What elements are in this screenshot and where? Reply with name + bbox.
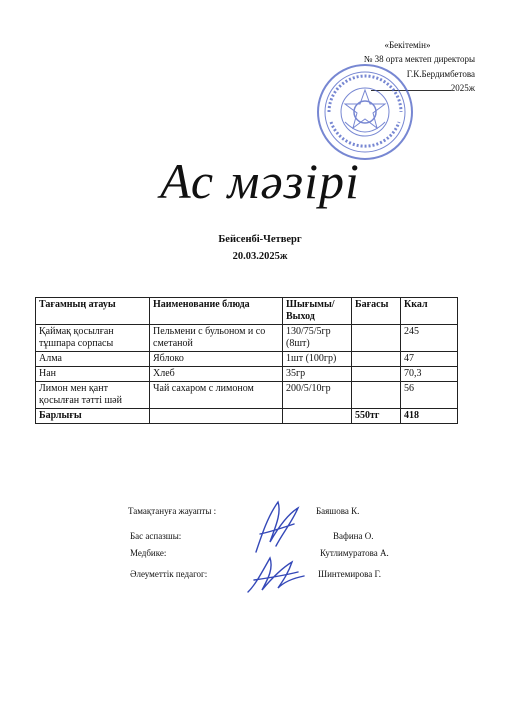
menu-table: [35, 297, 458, 424]
table-cell: Хлеб: [150, 367, 283, 382]
date-heading: 20.03.2025ж: [232, 251, 288, 262]
signature-name: Кутлимуратова А.: [320, 548, 389, 558]
table-cell: [352, 367, 401, 382]
table-cell: [352, 325, 401, 352]
approval-heading: «Бекітемін»: [384, 40, 431, 50]
table-cell: Пельмени с бульоном и со сметаной: [150, 325, 283, 352]
column-header: Наименование блюда: [150, 298, 283, 325]
handwritten-signature: [244, 548, 308, 598]
handwritten-signature: [248, 494, 308, 556]
table-cell: 35гр: [283, 367, 352, 382]
total-label: Барлығы: [36, 409, 150, 424]
table-row: [36, 382, 458, 409]
table-row: [36, 325, 458, 352]
table-cell: [283, 409, 352, 424]
page-title: Ас мәзірі: [160, 153, 360, 209]
table-cell: Алма: [36, 352, 150, 367]
column-header: Бағасы: [352, 298, 401, 325]
table-cell: 47: [401, 352, 458, 367]
column-header: Ккал: [401, 298, 458, 325]
signature-name: Баяшова К.: [316, 506, 360, 516]
table-row: [36, 367, 458, 382]
approval-director-line: № 38 орта мектеп директоры: [363, 54, 475, 65]
table-cell: Қаймақ қосылған тұшпара сорпасы: [36, 325, 150, 352]
total-kcal: 418: [401, 409, 458, 424]
column-header: Тағамның атауы: [36, 298, 150, 325]
table-cell: 200/5/10гр: [283, 382, 352, 409]
signature-role: Әлеуметтік педагог:: [130, 569, 208, 579]
column-header: Шығымы/ Выход: [283, 298, 352, 325]
table-cell: [150, 409, 283, 424]
table-cell: 245: [401, 325, 458, 352]
table-cell: [352, 352, 401, 367]
table-cell: 56: [401, 382, 458, 409]
table-cell: Лимон мен қант қосылған тәтті шәй: [36, 382, 150, 409]
table-header-row: [36, 298, 458, 325]
approval-director-name: Г.К.Бердимбетова: [406, 68, 475, 79]
table-cell: Яблоко: [150, 352, 283, 367]
table-cell: Нан: [36, 367, 150, 382]
signature-name: Шинтемирова Г.: [318, 569, 381, 579]
signature-name: Вафина О.: [333, 531, 374, 541]
signature-role: Бас аспазшы:: [130, 531, 182, 541]
table-row: [36, 352, 458, 367]
signature-role: Медбике:: [130, 548, 167, 558]
school-stamp: [315, 62, 415, 162]
table-cell: Чай сахаром с лимоном: [150, 382, 283, 409]
weekday-heading: Бейсенбі-Четверг: [218, 234, 302, 245]
table-cell: [352, 382, 401, 409]
signature-role: Тамақтануға жауапты :: [128, 506, 217, 516]
table-cell: 70,3: [401, 367, 458, 382]
table-cell: 1шт (100гр): [283, 352, 352, 367]
total-price: 550тг: [352, 409, 401, 424]
total-row: [36, 409, 458, 424]
table-cell: 130/75/5гр (8шт): [283, 325, 352, 352]
approval-year: 2025ж: [450, 83, 475, 94]
